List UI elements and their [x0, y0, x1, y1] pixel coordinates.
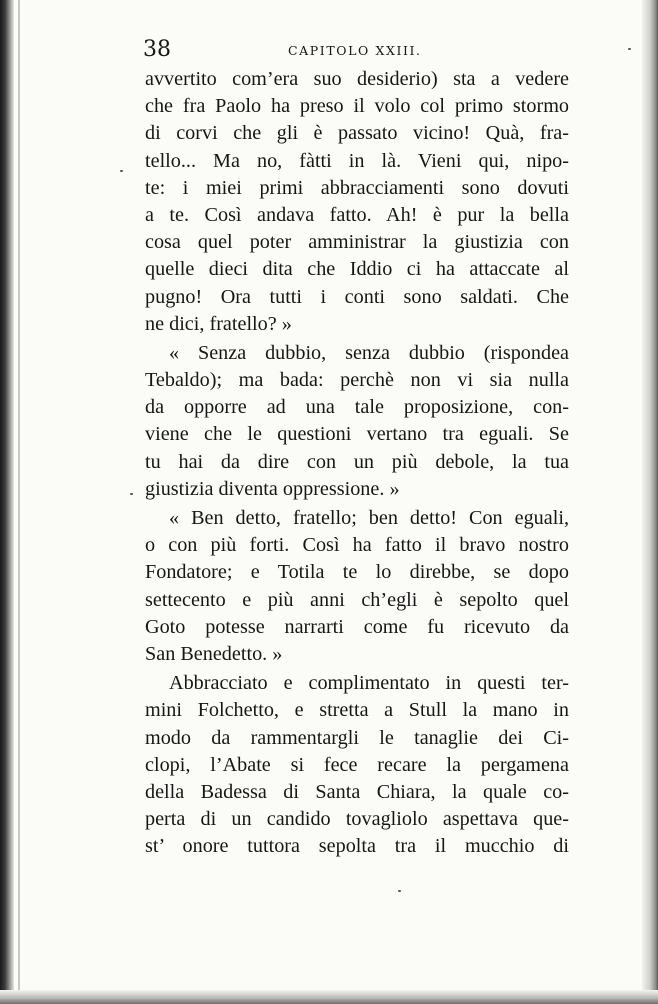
text-line: modo da rammentargli le tanaglie dei Ci- — [145, 726, 569, 749]
paragraph — [145, 505, 569, 668]
scan-speck — [130, 493, 133, 495]
text-line: st’ onore tuttora sepolta tra il mucchio di — [145, 835, 569, 858]
text-line: Abbracciato e complimentato in questi ter- — [169, 672, 569, 695]
text-line: « Ben detto, fratello; ben detto! Con eguali, — [169, 507, 569, 529]
text-line: viene che le questioni vertano tra eguali. Se — [145, 423, 569, 446]
text-line: della Badessa di Santa Chiara, la quale co- — [145, 780, 569, 803]
text-line: Fondatore; e Totila te lo direbbe, se dopo — [145, 561, 569, 584]
paragraph — [145, 340, 569, 503]
text-line: San Benedetto. » — [145, 642, 283, 665]
scan-gutter — [0, 0, 14, 1004]
text-line: clopi, l’Abate si fece recare la pergamena — [145, 753, 569, 776]
paragraph — [145, 66, 569, 338]
body-text — [145, 66, 569, 860]
text-line: pugno! Ora tutti i conti sono saldati. Che — [145, 285, 569, 308]
text-line: Goto potesse narrarti come fu ricevuto da — [145, 615, 569, 638]
text-line: mini Folchetto, e stretta a Stull la mano in — [145, 699, 569, 722]
text-line: perta di un candido tovagliolo aspettava que- — [145, 808, 569, 831]
text-line: settecento e più anni ch’egli è sepolto quel — [145, 588, 569, 611]
text-line: avvertito com’era suo desiderio) sta a vedere — [145, 68, 569, 90]
text-line: tu hai da dire con un più debole, la tua — [145, 450, 569, 473]
text-line: tello... Ma no, fàtti in là. Vieni qui, nipo- — [145, 149, 569, 172]
page-header — [143, 36, 573, 66]
text-line: che fra Paolo ha preso il volo col primo stormo — [145, 95, 569, 118]
text-line: te: i miei primi abbracciamenti sono dovuti — [145, 176, 569, 199]
paragraph — [145, 670, 569, 860]
scan-speck — [120, 170, 123, 172]
text-line: quelle dieci dita che Iddio ci ha attaccate al — [145, 258, 569, 281]
text-line: a te. Così andava fatto. Ah! è pur la bella — [145, 203, 569, 226]
running-head: CAPITOLO XXIII. — [288, 43, 422, 58]
text-line: di corvi che gli è passato vicino! Quà, fra- — [145, 122, 569, 145]
text-line: ne dici, fratello? » — [145, 312, 292, 335]
page-bottom-edge — [0, 990, 658, 1004]
text-line: da opporre ad una tale proposizione, con- — [145, 396, 569, 419]
text-line: Tebaldo); ma bada: perchè non vi sia nulla — [145, 369, 569, 392]
scan-gutter-line — [18, 0, 20, 1004]
scan-speck — [628, 48, 631, 50]
scan-speck — [398, 890, 401, 892]
page-right-edge — [642, 0, 658, 1004]
text-line: o con più forti. Così ha fatto il bravo nostro — [145, 534, 569, 557]
text-line: giustizia diventa oppressione. » — [145, 477, 400, 500]
text-line: « Senza dubbio, senza dubbio (rispondea — [169, 341, 569, 364]
page-number: 38 — [143, 37, 171, 62]
text-line: cosa quel poter amministrar la giustizia con — [145, 231, 569, 254]
